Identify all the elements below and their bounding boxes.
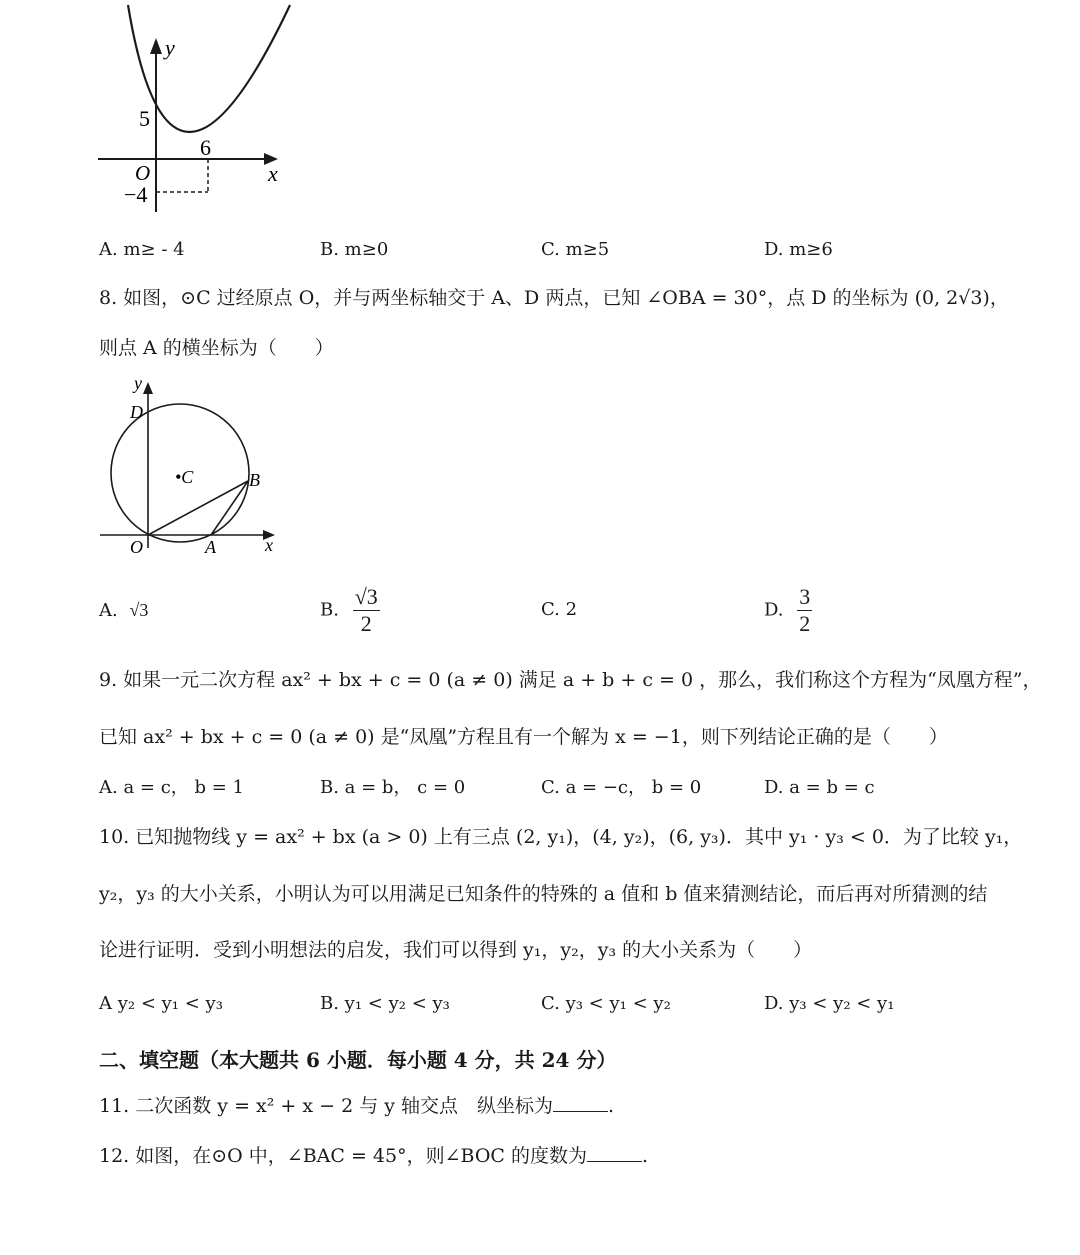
y-label: y bbox=[134, 373, 142, 393]
tick-6-label: 6 bbox=[200, 135, 211, 160]
q8-option-d-numerator: 3 bbox=[799, 584, 811, 609]
q8-option-a-prefix: A. bbox=[99, 600, 118, 621]
q11-end: . bbox=[608, 1095, 615, 1117]
q10-stem-line2: y₂，y₃ 的大小关系，小明认为可以用满足已知条件的特殊的 a 值和 b 值来猜测结论，而后再对所猜测的结 bbox=[99, 883, 988, 905]
tick-5-label: 5 bbox=[139, 106, 150, 131]
a-label: A bbox=[205, 537, 216, 557]
q8-stem-line1: 8. 如图，⊙C 过经原点 O，并与两坐标轴交于 A、D 两点，已知 ∠OBA = 30°，点 D 的坐标为 (0, 2√3)， bbox=[99, 287, 1009, 309]
o-label: O bbox=[130, 537, 143, 557]
q8-option-c: C. 2 bbox=[541, 599, 578, 620]
q8-option-d-prefix: D. bbox=[764, 599, 784, 621]
q10-option-c: C. y₃ < y₁ < y₂ bbox=[541, 993, 671, 1014]
x-label: x bbox=[265, 535, 273, 555]
q12-end: . bbox=[642, 1145, 649, 1167]
q8-option-d-denominator: 2 bbox=[799, 611, 811, 636]
q8-option-b bbox=[320, 586, 380, 635]
q8-option-d-fraction bbox=[797, 586, 812, 635]
q9-stem-line2: 已知 ax² + bx + c = 0 (a ≠ 0) 是“凤凰”方程且有一个解为 x = −1，则下列结论正确的是（ ） bbox=[99, 726, 948, 748]
y-axis-arrow bbox=[150, 38, 162, 54]
c-label: •C bbox=[175, 467, 194, 487]
d-label: D bbox=[130, 402, 143, 422]
q11-answer-blank bbox=[553, 1110, 608, 1112]
q9-option-d: D. a = b = c bbox=[764, 777, 875, 798]
q8-option-b-fraction bbox=[353, 586, 380, 635]
q10-option-b: B. y₁ < y₂ < y₃ bbox=[320, 993, 450, 1014]
q9-option-c: C. a = −c， b = 0 bbox=[541, 777, 702, 798]
q8-option-a-value: √3 bbox=[129, 600, 149, 620]
q7-option-b: B. m≥0 bbox=[320, 239, 389, 260]
q8-option-d bbox=[764, 586, 812, 635]
q12-line bbox=[99, 1147, 648, 1166]
q8-option-b-numerator: √3 bbox=[354, 584, 378, 609]
parabola-curve bbox=[128, 5, 290, 132]
q11-line bbox=[99, 1097, 614, 1116]
y-axis-arrow bbox=[143, 382, 153, 394]
q9-option-a: A. a = c， b = 1 bbox=[99, 777, 245, 798]
q8-stem-line2: 则点 A 的横坐标为（ ） bbox=[99, 337, 334, 359]
q10-stem-line1: 10. 已知抛物线 y = ax² + bx (a > 0) 上有三点 (2, y₁)，(4, y₂)，(6, y₃)．其中 y₁ · y₃ < 0．为了比较 y₁， bbox=[99, 826, 1023, 848]
chord-ab bbox=[211, 481, 248, 535]
parabola-graph bbox=[90, 0, 300, 225]
q12-text: 12. 如图，在⊙O 中，∠BAC = 45°，则∠BOC 的度数为 bbox=[99, 1145, 587, 1167]
q8-option-b-prefix: B. bbox=[320, 599, 339, 621]
tick-neg4-label: −4 bbox=[124, 182, 148, 207]
b-label: B bbox=[249, 470, 260, 490]
origin-label: O bbox=[135, 161, 151, 185]
circle-diagram bbox=[92, 370, 292, 560]
q10-stem-line3: 论进行证明．受到小明想法的启发，我们可以得到 y₁，y₂，y₃ 的大小关系为（ ） bbox=[99, 939, 813, 961]
q8-option-b-denominator: 2 bbox=[360, 611, 372, 636]
x-axis-label: x bbox=[268, 161, 278, 186]
y-axis-label: y bbox=[165, 35, 175, 60]
q7-option-a: A. m≥ - 4 bbox=[99, 239, 185, 260]
q9-stem-line1: 9. 如果一元二次方程 ax² + bx + c = 0 (a ≠ 0) 满足 a + b + c = 0 ，那么，我们称这个方程为“凤凰方程”， bbox=[99, 669, 1042, 691]
q10-option-d: D. y₃ < y₂ < y₁ bbox=[764, 993, 895, 1014]
q7-option-d: D. m≥6 bbox=[764, 239, 833, 260]
q10-option-a: A y₂ < y₁ < y₃ bbox=[99, 993, 223, 1014]
section-heading: 二、填空题（本大题共 6 小题．每小题 4 分，共 24 分） bbox=[99, 1048, 617, 1072]
chord-ob bbox=[148, 481, 248, 535]
q11-text: 11. 二次函数 y = x² + x − 2 与 y 轴交点 纵坐标为 bbox=[99, 1095, 554, 1117]
q12-answer-blank bbox=[587, 1160, 642, 1162]
q8-option-a bbox=[99, 601, 148, 620]
q9-option-b: B. a = b， c = 0 bbox=[320, 777, 466, 798]
q7-option-c: C. m≥5 bbox=[541, 239, 610, 260]
